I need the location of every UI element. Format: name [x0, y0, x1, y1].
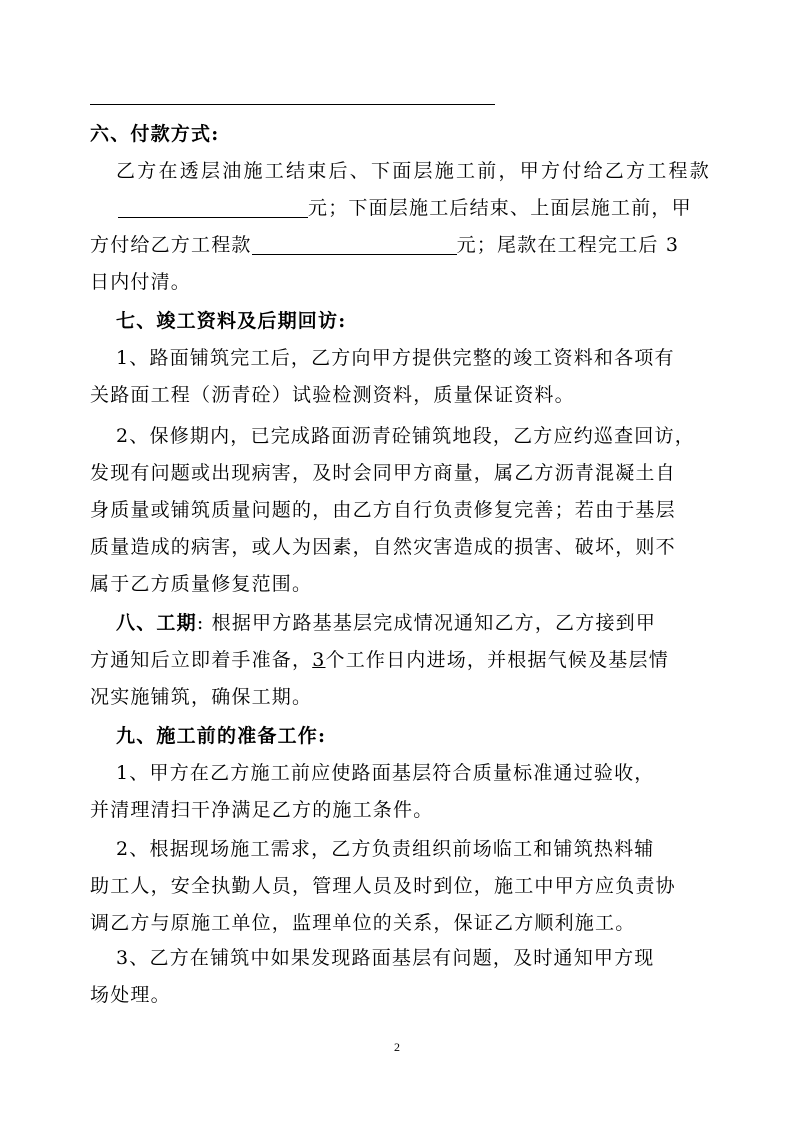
sec9-p2-line-1: 2、根据现场施工需求，乙方负责组织前场临工和铺筑热料辅 [116, 838, 655, 860]
sec7-p2-line-1: 2、保修期内，已完成路面沥青砼铺筑地段，乙方应约巡查回访， [116, 425, 695, 447]
sec7-p2-line-5: 属于乙方质量修复范围。 [90, 573, 313, 595]
sec6-line-2-text: 元；下面层施工后结束、上面层施工前，甲 [308, 197, 692, 219]
section-7-heading: 七、竣工资料及后期回访: [116, 310, 347, 332]
sec6-line-2 [90, 190, 710, 226]
amount-blank-2 [252, 232, 457, 255]
sec7-p1-line-2: 关路面工程（沥青砼）试验检测资料，质量保证资料。 [90, 384, 575, 406]
sec8-line-2 [90, 642, 710, 678]
sec9-p2-line-2: 助工人，安全执勤人员，管理人员及时到位，施工中甲方应负责协 [90, 875, 676, 897]
sec9-p2-line-3: 调乙方与原施工单位，监理单位的关系，保证乙方顺利施工。 [90, 912, 636, 934]
section-8-heading: 八、工期 [116, 612, 197, 634]
sec8-line-1 [90, 605, 710, 641]
amount-blank-1 [118, 195, 308, 218]
sec7-p2-line-2: 发现有问题或出现病害，及时会同甲方商量，属乙方沥青混凝土自 [90, 462, 676, 484]
sec9-p1-line-1: 1、甲方在乙方施工前应使路面基层符合质量标准通过验收， [116, 762, 655, 784]
sec6-line-4: 日内付清。 [90, 271, 192, 293]
sec8-line-2-end: 个工作日内进场，并根据气候及基层情 [325, 649, 669, 671]
top-rule [90, 104, 495, 105]
workdays-number: 3 [312, 649, 326, 671]
sec9-p3-line-1: 3、乙方在铺筑中如果发现路面基层有问题，及时通知甲方现 [116, 947, 655, 969]
sec9-p3-line-2: 场处理。 [90, 984, 171, 1006]
sec6-line-3-end: 元；尾款在工程完工后 3 [456, 234, 680, 256]
sec6-line-1: 乙方在透层油施工结束后、下面层施工前，甲方付给乙方工程款 [116, 160, 710, 182]
section-9-heading: 九、施工前的准备工作: [116, 725, 327, 747]
sec6-line-3-start: 方付给乙方工程款 [90, 234, 252, 256]
sec7-p2-line-4: 质量造成的病害，或人为因素，自然灾害造成的损害、破坏，则不 [90, 536, 676, 558]
sec6-line-3 [90, 227, 710, 263]
sec8-line-1-rest: : 根据甲方路基基层完成情况通知乙方，乙方接到甲 [196, 612, 657, 634]
section-6-heading: 六、付款方式: [90, 123, 220, 145]
page-number: 2 [394, 1040, 400, 1054]
sec8-line-3: 况实施铺筑，确保工期。 [90, 686, 313, 708]
sec7-p1-line-1: 1、路面铺筑完工后，乙方向甲方提供完整的竣工资料和各项有 [116, 347, 675, 369]
sec9-p1-line-2: 并清理清扫干净满足乙方的施工条件。 [90, 799, 434, 821]
sec7-p2-line-3: 身质量或铺筑质量问题的，由乙方自行负责修复完善；若由于基层 [90, 499, 676, 521]
sec8-line-2-start: 方通知后立即着手准备， [90, 649, 313, 671]
